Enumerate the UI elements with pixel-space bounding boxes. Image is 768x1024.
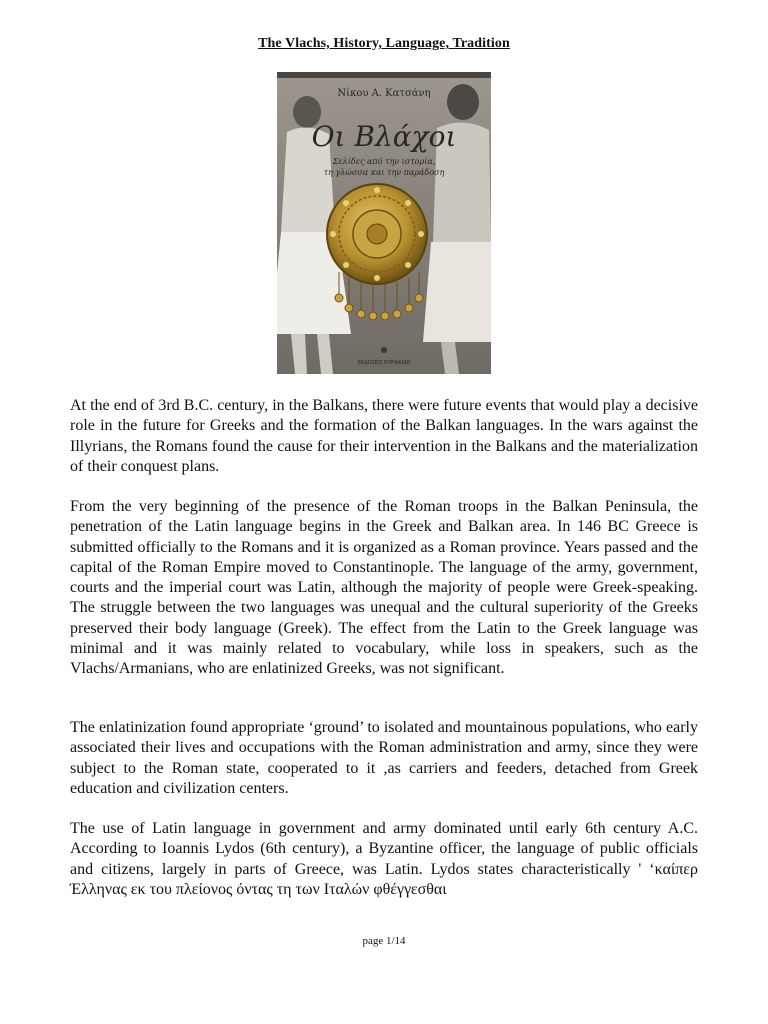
page-number: page 1/14 [362,935,406,947]
paragraph-1: At the end of 3rd B.C. century, in the Balkans, there were future events that would play a decisive role in the future for Greeks and the formation of the Balkan languages. In the wars against the Illyrians, the Romans found the cause for their intervention in the Balkans and the materialization of their conquest plans. [70,397,698,475]
paragraph-3: The enlatinization found appropriate ‘ground’ to isolated and mountainous populations, who early associated their lives and occupations with the Roman administration and army, since they were subject to the Roman state, cooperated to it ,as carriers and feeders, detached from Greek education and civilization centers. [70,719,698,797]
cover-subtitle-line2: τη γλώσσα και την παράδοση [323,168,445,177]
document-title: The Vlachs, History, Language, Tradition [258,36,510,51]
book-cover-art [277,72,491,374]
book-cover-image [277,72,491,374]
cover-title: Οι Βλάχοι [311,120,457,153]
paragraph-4: The use of Latin language in government and army dominated until early 6th century A.C. According to Ioannis Lydos (6th century), a Byzantine officer, the language of public officials and citizens, largely in parts of Greece, was Latin. Lydos states characteristically ' ‘καίπερ Έλληνας εκ του πλείονος όντας τη των Ιταλών φθέγγεσθαι [70,820,698,898]
paragraph-2: From the very beginning of the presence of the Roman troops in the Balkan Peninsula, the penetration of the Latin language begins in the Greek and Balkan area. In 146 BC Greece is submitted officially to the Romans and it is organized as a Roman province. Years passed and the capital of the Roman Empire moved to Constantinople. The language of the army, government, courts and the imperial court was Latin, although the majority of people were Greek-speaking. The struggle between the two languages was unequal and the cultural superiority of the Greeks preserved their body language (Greek). The effect from the Latin to the Greek language was minimal and it was mainly related to vocabulary, while loss in speakers, such as the Vlachs/Armanians, who are enlatinized Greeks, was not significant. [70,498,698,678]
cover-subtitle-line1: Σελίδες από την ιστορία, [332,157,436,166]
publisher-logo-icon [381,347,387,353]
cover-author: Νίκου Α. Κατσάνη [337,88,431,99]
cover-publisher: ΕΚΔΟΣΕΙΣ ΚΥΡΙΑΚΙΔΗ [357,360,411,366]
